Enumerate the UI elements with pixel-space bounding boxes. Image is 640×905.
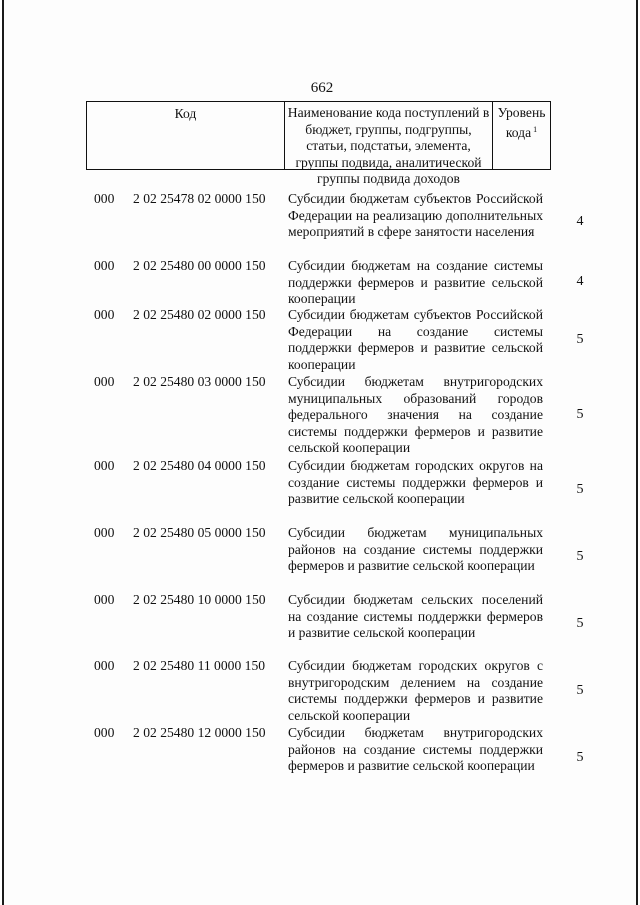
admin-code: 000 [94,458,115,473]
income-code: 2 02 25480 10 0000 150 [133,592,266,607]
income-code: 2 02 25480 11 0000 150 [133,658,266,673]
income-name: Субсидии бюджетам внутригородских районов на создание системы поддержки фермеров и развитие сельской кооперации [288,725,543,773]
admin-code: 000 [94,658,115,673]
code-level: 5 [576,616,584,631]
income-name: Субсидии бюджетам городских округов на создание системы поддержки фермеров и развитие сельской кооперации [288,458,543,506]
income-name: Субсидии бюджетам субъектов Российской Федерации на создание системы поддержки фермеров и развитие сельской кооперации [288,307,543,372]
income-name: Субсидии бюджетам муниципальных районов на создание системы поддержки фермеров и развитие сельской кооперации [288,525,543,573]
admin-code: 000 [94,258,115,273]
code-level: 5 [576,332,584,347]
code-level: 4 [576,274,584,289]
admin-code: 000 [94,191,115,206]
header-code: Код [87,102,285,169]
header-level-label: Уровень кода [497,105,546,140]
admin-code: 000 [94,374,115,389]
income-code: 2 02 25480 04 0000 150 [133,458,266,473]
income-name: Субсидии бюджетам внутригородских муниципальных образований городов федерального значения на создание системы поддержки фермеров и развитие сельской кооперации [288,374,543,455]
income-code: 2 02 25480 02 0000 150 [133,307,266,322]
income-code: 2 02 25478 02 0000 150 [133,191,266,206]
table-header [86,101,551,186]
code-level: 4 [576,214,584,229]
code-level: 5 [576,482,584,497]
income-name: Субсидии бюджетам городских округов с внутригородским делением на создание системы поддержки фермеров и развитие сельской кооперации [288,658,543,723]
admin-code: 000 [94,525,115,540]
code-level: 5 [576,407,584,422]
code-level: 5 [576,683,584,698]
income-name: Субсидии бюджетам субъектов Российской Федерации на реализацию дополнительных мероприятий в сфере занятости населения [288,191,543,239]
income-name: Субсидии бюджетам на создание системы поддержки фермеров и развитие сельской кооперации [288,258,543,306]
page-number: 662 [310,80,334,96]
code-level: 5 [576,750,584,765]
income-code: 2 02 25480 03 0000 150 [133,374,266,389]
header-name: Наименование кода поступлений в бюджет, группы, подгруппы, статьи, подстатьи, элемента, группы подвида, аналитической группы подвида доходов [285,102,493,169]
admin-code: 000 [94,725,115,740]
header-level-footnote: 1 [533,124,538,134]
admin-code: 000 [94,592,115,607]
admin-code: 000 [94,307,115,322]
income-code: 2 02 25480 00 0000 150 [133,258,266,273]
document-page [2,0,638,905]
income-code: 2 02 25480 12 0000 150 [133,725,266,740]
header-level [493,102,550,169]
income-name: Субсидии бюджетам сельских поселений на создание системы поддержки фермеров и развитие сельской кооперации [288,592,543,640]
code-level: 5 [576,549,584,564]
income-code: 2 02 25480 05 0000 150 [133,525,266,540]
